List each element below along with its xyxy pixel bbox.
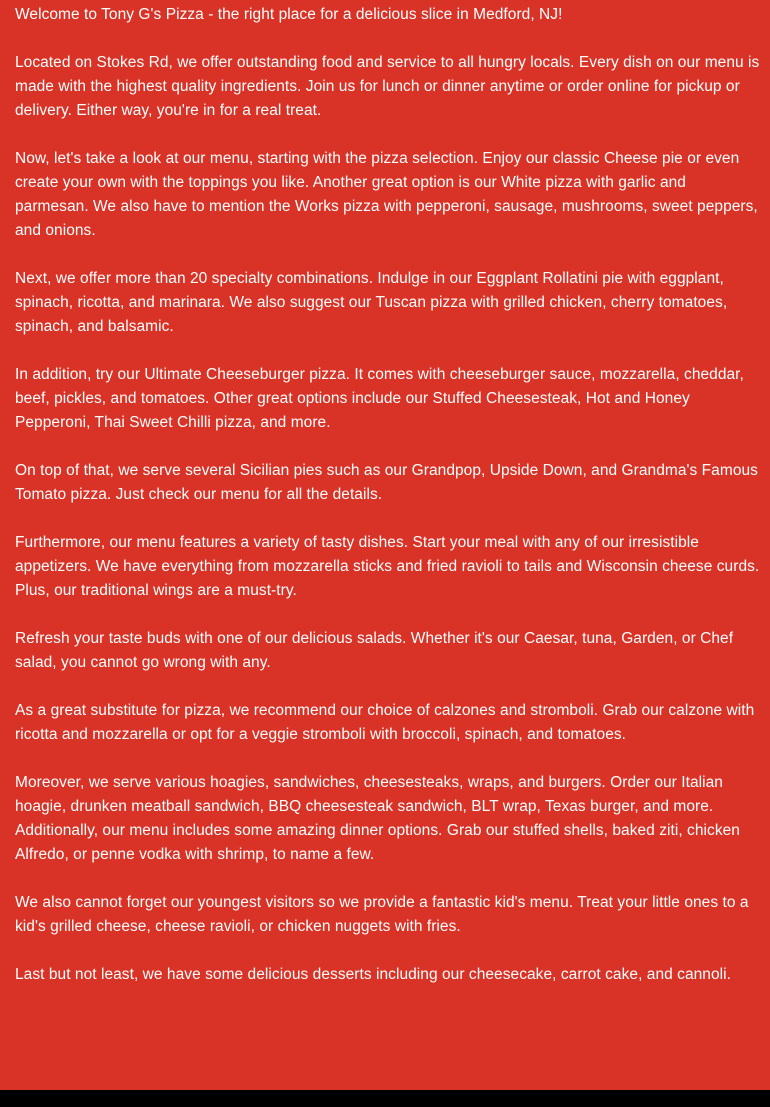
paragraph-calzones: As a great substitute for pizza, we recommend our choice of calzones and stromboli. Grab our calzone with ricotta and mozzarella or opt for a veggie stromboli with broccoli, spinach, and tomatoes.	[15, 702, 755, 743]
paragraph-sicilian-pies: On top of that, we serve several Sicilian pies such as our Grandpop, Upside Down, and Grandma's Famous Tomato pizza. Just check our menu for all the details.	[15, 462, 758, 503]
paragraph-cheeseburger-pizza: In addition, try our Ultimate Cheeseburger pizza. It comes with cheeseburger sauce, mozzarella, cheddar, beef, pickles, and tomatoes. Other great options include our Stuffed Cheesesteak, Hot and Honey Pepperoni, Thai Sweet Chilli pizza, and more.	[15, 366, 744, 431]
paragraph-welcome: Welcome to Tony G's Pizza - the right place for a delicious slice in Medford, NJ!	[15, 6, 563, 23]
paragraph-location: Located on Stokes Rd, we offer outstanding food and service to all hungry locals. Every dish on our menu is made with the highest quality ingredients. Join us for lunch or dinner anytime or order online for pickup or delivery. Either way, you're in for a real treat.	[15, 54, 760, 119]
bottom-bar	[0, 1090, 770, 1107]
paragraph-kids-menu: We also cannot forget our youngest visitors so we provide a fantastic kid's menu. Treat your little ones to a kid's grilled cheese, cheese ravioli, or chicken nuggets with fries.	[15, 894, 749, 935]
paragraph-hoagies: Moreover, we serve various hoagies, sandwiches, cheesesteaks, wraps, and burgers. Order our Italian hoagie, drunken meatball sandwich, BBQ cheesesteak sandwich, BLT wrap, Texas burger, and more.	[15, 774, 723, 815]
article-body	[15, 3, 763, 1011]
paragraph-appetizers: Furthermore, our menu features a variety of tasty dishes. Start your meal with any of our irresistible appetizers. We have everything from mozzarella sticks and fried ravioli to tails and Wisconsin cheese curds. Plus, our traditional wings are a must-try.	[15, 534, 760, 599]
paragraph-pizza-selection: Now, let's take a look at our menu, starting with the pizza selection. Enjoy our classic Cheese pie or even create your own with the toppings you like. Another great option is our White pizza with garlic and parmesan. We also have to mention the Works pizza with pepperoni, sausage, mushrooms, sweet peppers, and onions.	[15, 150, 758, 239]
paragraph-specialty-pizzas: Next, we offer more than 20 specialty combinations. Indulge in our Eggplant Rollatini pie with eggplant, spinach, ricotta, and marinara. We also suggest our Tuscan pizza with grilled chicken, cherry tomatoes, spinach, and balsamic.	[15, 270, 728, 335]
paragraph-desserts: Last but not least, we have some delicious desserts including our cheesecake, carrot cake, and cannoli.	[15, 966, 731, 983]
paragraph-salads: Refresh your taste buds with one of our delicious salads. Whether it's our Caesar, tuna, Garden, or Chef salad, you cannot go wrong with any.	[15, 630, 734, 671]
paragraph-dinners: Additionally, our menu includes some amazing dinner options. Grab our stuffed shells, baked ziti, chicken Alfredo, or penne vodka with shrimp, to name a few.	[15, 822, 740, 863]
